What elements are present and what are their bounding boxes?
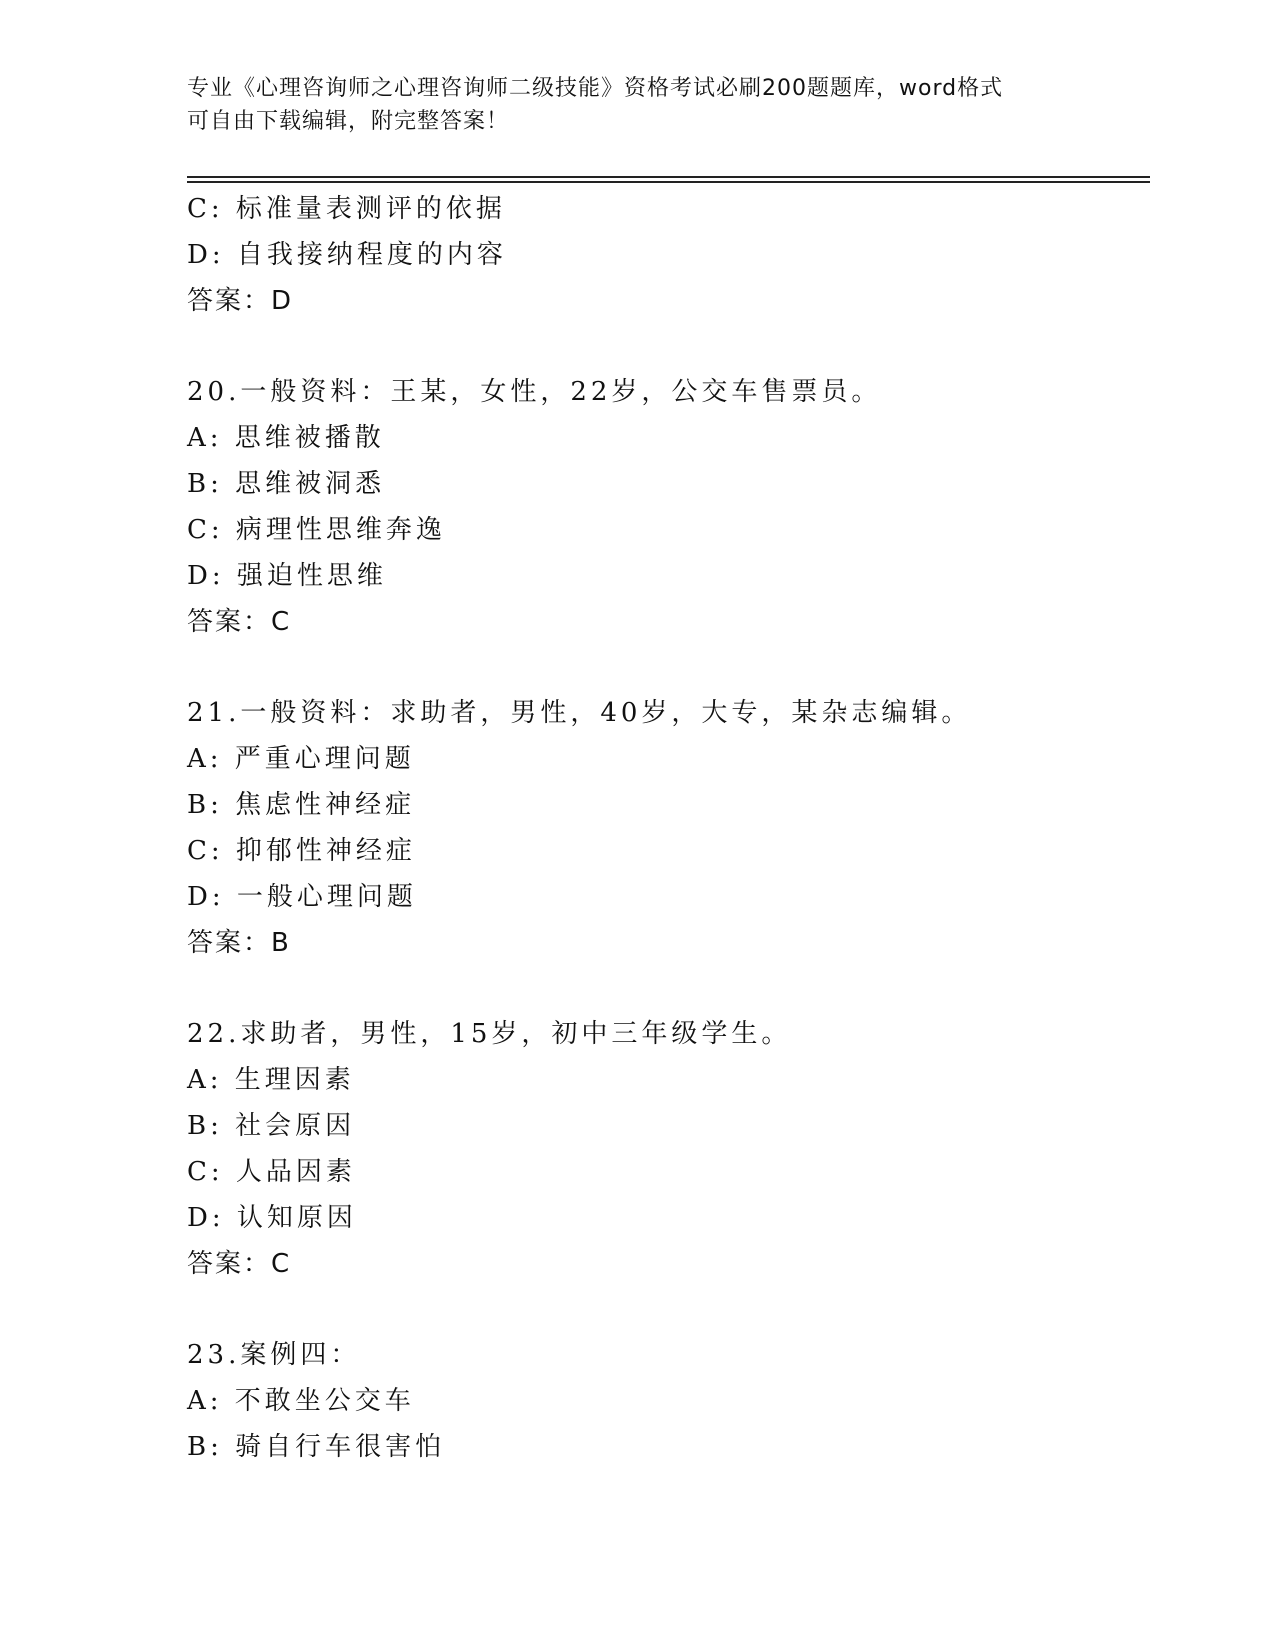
option-b: B: 社会原因 bbox=[187, 1111, 356, 1141]
header-line-1: 专业《心理咨询师之心理咨询师二级技能》资格考试必刷200题题库，word格式 bbox=[187, 76, 1004, 101]
option-c: C: 标准量表测评的依据 bbox=[187, 194, 506, 224]
question-19-tail bbox=[187, 186, 1147, 324]
answer: 答案：B bbox=[187, 928, 291, 958]
option-d: D: 认知原因 bbox=[187, 1203, 357, 1233]
option-a: A: 严重心理问题 bbox=[187, 744, 415, 774]
answer: 答案：D bbox=[187, 286, 294, 316]
question-stem: 22.求助者，男性，15岁，初中三年级学生。 bbox=[187, 1019, 792, 1049]
question-22 bbox=[187, 1011, 1147, 1287]
option-a: A: 思维被播散 bbox=[187, 423, 385, 453]
document-header bbox=[187, 72, 1087, 138]
header-line-2: 可自由下载编辑，附完整答案！ bbox=[187, 109, 510, 134]
question-list bbox=[187, 186, 1147, 1470]
header-rule-bottom bbox=[187, 181, 1150, 183]
option-d: D: 自我接纳程度的内容 bbox=[187, 240, 507, 270]
option-b: B: 骑自行车很害怕 bbox=[187, 1432, 446, 1462]
question-stem: 20.一般资料：王某，女性，22岁，公交车售票员。 bbox=[187, 377, 882, 407]
option-c: C: 抑郁性神经症 bbox=[187, 836, 416, 866]
option-a: A: 生理因素 bbox=[187, 1065, 355, 1095]
answer: 答案：C bbox=[187, 607, 292, 637]
option-d: D: 强迫性思维 bbox=[187, 561, 387, 591]
option-d: D: 一般心理问题 bbox=[187, 882, 417, 912]
header-rule-top bbox=[187, 176, 1150, 178]
option-c: C: 病理性思维奔逸 bbox=[187, 515, 446, 545]
question-stem: 23.案例四： bbox=[187, 1340, 361, 1370]
option-a: A: 不敢坐公交车 bbox=[187, 1386, 415, 1416]
answer: 答案：C bbox=[187, 1249, 292, 1279]
option-c: C: 人品因素 bbox=[187, 1157, 356, 1187]
question-21 bbox=[187, 690, 1147, 966]
question-stem: 21.一般资料：求助者，男性，40岁，大专，某杂志编辑。 bbox=[187, 698, 972, 728]
question-20 bbox=[187, 369, 1147, 645]
option-b: B: 焦虑性神经症 bbox=[187, 790, 416, 820]
option-b: B: 思维被洞悉 bbox=[187, 469, 386, 499]
question-23 bbox=[187, 1332, 1147, 1470]
